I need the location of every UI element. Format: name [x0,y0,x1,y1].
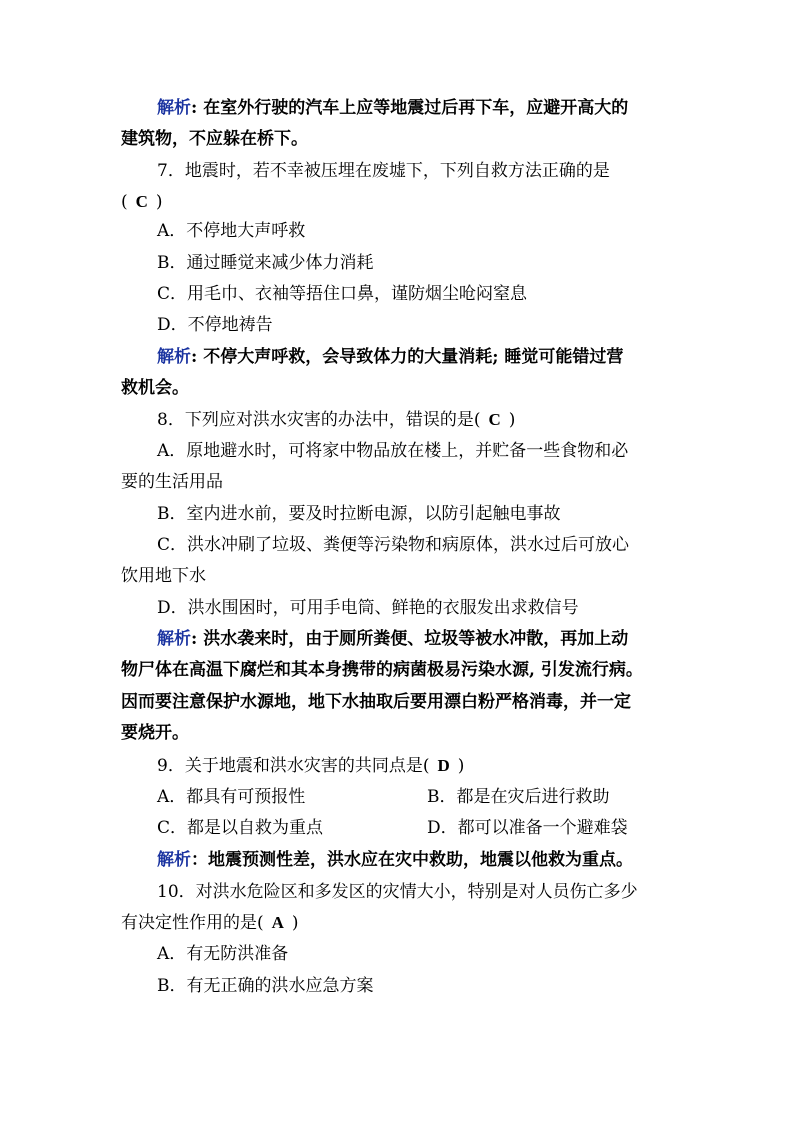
question-8-option-c-line-2: 饮用地下水 [121,566,206,586]
answer-letter: D [437,756,450,775]
question-text: 有决定性作用的是( [121,913,264,933]
answer-letter: C [488,410,501,429]
question-8-option-b: B．室内进水前，要及时拉断电源，以防引起触电事故 [157,504,561,524]
question-8-option-a-line-1: A．原地避水时，可将家中物品放在楼上，并贮备一些食物和必 [157,441,629,461]
question-7-option-c: C．用毛巾、衣袖等捂住口鼻，谨防烟尘呛闷窒息 [157,284,528,304]
explanation-tag: 解析 [157,347,191,367]
explanation-tag: 解析 [157,98,191,118]
explanation-text: ：地震预测性差，洪水应在灾中救助，地震以他救为重点。 [191,850,633,870]
question-7-option-a: A．不停地大声呼救 [157,221,306,241]
question-10-stem-line-2 [121,912,681,934]
question-9-stem [157,755,717,777]
explanation-tag: 解析 [157,850,191,870]
paren-close: ) [457,756,465,776]
answer-letter: C [135,192,148,211]
explanation-8-line-2: 物尸体在高温下腐烂和其本身携带的病菌极易污染水源, 引发流行病。 [121,660,643,680]
explanation-tag: 解析 [157,629,191,649]
question-8-option-d: D．洪水围困时，可用手电筒、鲜艳的衣服发出求救信号 [157,598,579,618]
question-9-option-b: B．都是在灾后进行救助 [427,787,610,807]
explanation-6-line-1 [157,97,717,119]
paren-close: ) [155,192,163,212]
paren-open: ( [121,192,128,212]
explanation-8-line-4: 要烧开。 [121,723,189,743]
question-7-option-b: B．通过睡觉来减少体力消耗 [157,253,374,273]
explanation-8-line-3: 因而要注意保护水源地，地下水抽取后要用漂白粉严格消毒，并一定 [121,692,631,712]
explanation-7-line-2: 救机会。 [121,378,189,398]
question-8-option-a-line-2: 要的生活用品 [121,472,223,492]
question-text: 9．关于地震和洪水灾害的共同点是( [157,756,430,776]
explanation-7-line-1 [157,346,717,368]
explanation-text: : 洪水袭来时，由于厕所粪便、垃圾等被水冲散，再加上动 [191,629,629,649]
question-9-option-d: D．都可以准备一个避难袋 [427,818,628,838]
question-9-option-a: A．都具有可预报性 [157,787,306,807]
question-10-stem-line-1: 10．对洪水危险区和多发区的灾情大小，特别是对人员伤亡多少 [157,882,638,902]
explanation-text: : 在室外行驶的汽车上应等地震过后再下车，应避开高大的 [191,98,629,118]
question-10-option-b: B．有无正确的洪水应急方案 [157,976,374,996]
question-7-answer-line [121,191,681,213]
question-8-option-c-line-1: C．洪水冲刷了垃圾、粪便等污染物和病原体，洪水过后可放心 [157,535,630,555]
question-9-option-c: C．都是以自救为重点 [157,818,324,838]
question-8-stem [157,409,717,431]
explanation-text: : 不停大声呼救，会导致体力的大量消耗; 睡觉可能错过营 [191,347,624,367]
paren-close: ) [508,410,516,430]
question-10-option-a: A．有无防洪准备 [157,944,289,964]
question-7-stem: 7．地震时，若不幸被压埋在废墟下，下列自救方法正确的是 [157,161,610,181]
paren-close: ) [291,913,299,933]
question-text: 8．下列应对洪水灾害的办法中，错误的是( [157,410,481,430]
answer-letter: A [271,913,284,932]
question-7-option-d: D．不停地祷告 [157,315,273,335]
explanation-6-line-2: 建筑物，不应躲在桥下。 [121,129,308,149]
explanation-8-line-1 [157,628,717,650]
explanation-9-line-1 [157,849,717,871]
